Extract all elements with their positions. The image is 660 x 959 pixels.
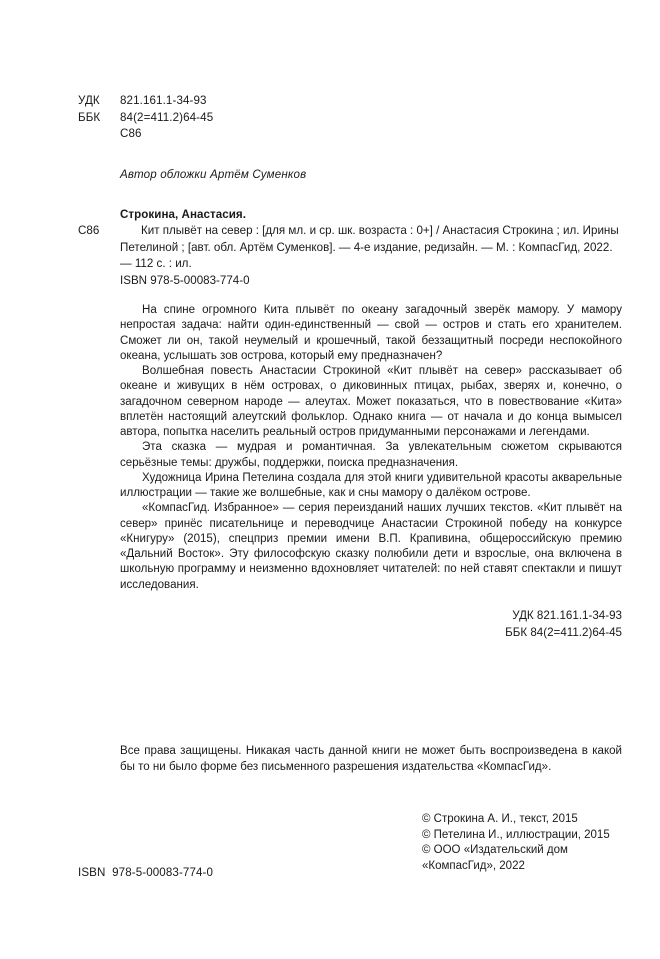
cover-credit: Автор обложки Артём Суменков <box>120 168 307 181</box>
bbk-value: 84(2=411.2)64-45 <box>120 110 214 124</box>
copyright-line: © Петелина И., иллюстрации, 2015 <box>422 828 610 841</box>
annotation-paragraph: На спине огромного Кита плывёт по океану загадочный зверёк мамору. У мамору непростая задача: найти один-единственный — свой — остров и стать его хранителем. Сможет ли он, такой неумелый и крошечный, такой беззащитный посреди неспокойного океана, услышать зов острова, который ему предназначен? <box>120 304 622 362</box>
copyright-block <box>422 812 632 874</box>
udk-line-bottom: УДК 821.161.1-34-93 <box>512 609 622 622</box>
rights-notice <box>120 744 622 775</box>
bib-isbn: ISBN 978-5-00083-774-0 <box>120 273 250 287</box>
bbk-line-bottom: ББК 84(2=411.2)64-45 <box>505 625 622 639</box>
classification-block-top <box>78 93 213 143</box>
udk-value: 821.161.1-34-93 <box>120 94 207 107</box>
rights-notice-text: Все права защищены. Никакая часть данной книги не может быть воспроизведена в какой бы то ни было форме без письменного разрешения издательства «КомпасГид». <box>120 745 622 773</box>
udk-label: УДК <box>78 94 100 107</box>
bibliographic-record <box>78 207 622 289</box>
bib-body <box>78 223 622 272</box>
bib-description: Кит плывёт на север : [для мл. и ср. шк. возраста : 0+] / Анастасия Строкина ; ил. Ирины Петелиной ; [авт. обл. Артём Суменков]. — 4-е издание, редизайн. — М. : КомпасГид, 2022. — 112 с. : ил. <box>120 224 619 271</box>
author-code: С86 <box>120 127 142 140</box>
annotation-paragraph: «КомпасГид. Избранное» — серия переизданий наших лучших текстов. «Кит плывёт на север» принёс писательнице и переводчице Анастасии Строкиной победу на конкурсе «Книгуру» (2015), спецприз премии имени В.П. Крапивина, общероссийскую премию «Дальний Восток». Эту философскую сказку полюбили дети и взрослые, она включена в школьную программу и неизменно вдохновляет читателей: по ней ставят спектакли и пишут исследования. <box>120 502 622 591</box>
annotation-block <box>120 303 622 593</box>
bbk-label: ББК <box>78 110 101 124</box>
copyright-line: «КомпасГид», 2022 <box>422 859 525 872</box>
annotation-paragraph: Художница Ирина Петелина создала для этой книги удивительной красоты акварельные иллюстрации — такие же волшебные, как и сны мамору о далёком острове. <box>120 471 622 499</box>
isbn-bottom: ISBN 978-5-00083-774-0 <box>78 866 214 879</box>
bbk-row <box>78 110 213 127</box>
annotation-paragraph: Эта сказка — мудрая и романтичная. За увлекательным сюжетом скрываются серьёзные темы: дружбы, поддержки, поиска предназначения. <box>120 441 622 469</box>
classification-block-bottom <box>322 608 622 641</box>
copyright-line: © ООО «Издательский дом <box>422 844 568 857</box>
annotation-paragraph: Волшебная повесть Анастасии Строкиной «Кит плывёт на север» рассказывает об океане и живущих в нём островах, о диковинных птицах, рыбах, зверях и, конечно, о загадочном северном народе — алеутах. Может показаться, что в повествование «Кита» вплетён настоящий алеутский фольклор. Однако книга — от начала и до конца вымысел автора, попытка населить реальный остров придуманными персонажами и легендами. <box>120 365 622 438</box>
bib-shelf-mark: С86 <box>78 224 100 238</box>
copyright-line: © Строкина А. И., текст, 2015 <box>422 813 578 825</box>
udk-row <box>78 93 213 110</box>
bib-author-heading: Строкина, Анастасия. <box>120 208 246 221</box>
